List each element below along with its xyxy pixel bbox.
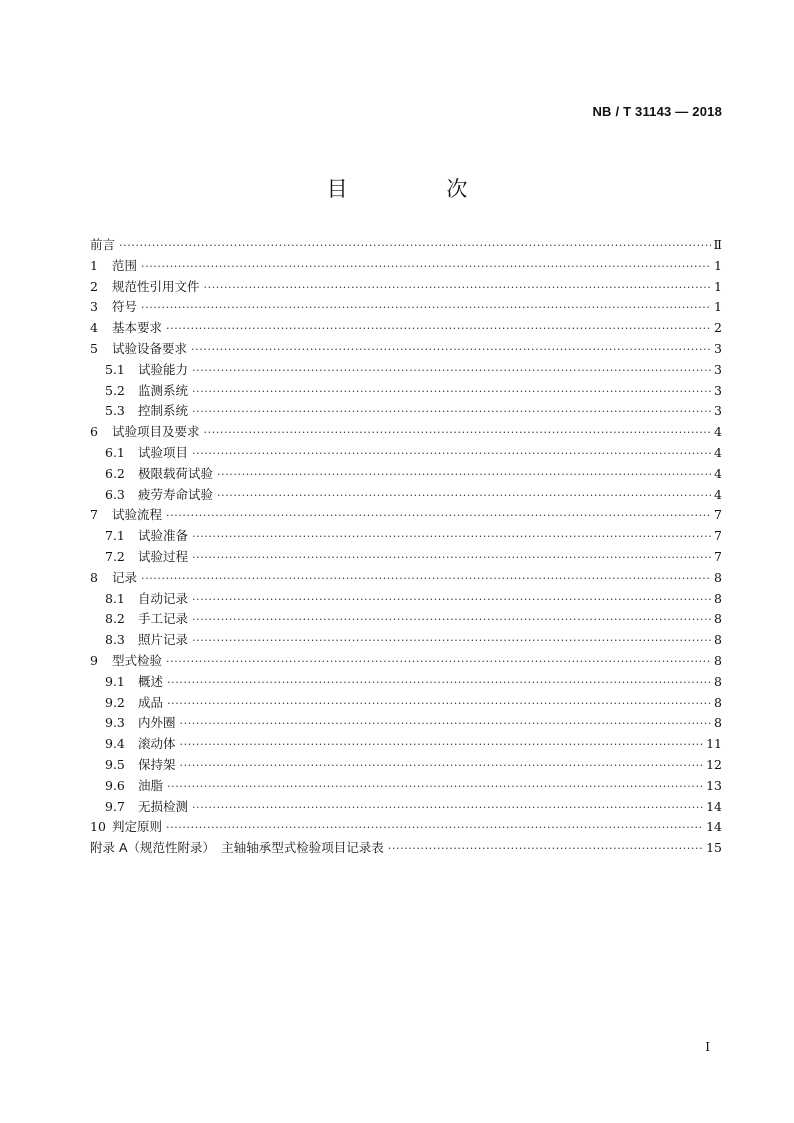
toc-entry-number: 6 — [90, 424, 98, 440]
toc-entry-page: 3 — [714, 361, 722, 377]
toc-entry-page: 13 — [706, 777, 722, 793]
toc-entry-page: 2 — [714, 320, 722, 336]
toc-entry[interactable] — [90, 381, 722, 402]
toc-entry-number: 7 — [90, 507, 98, 523]
toc-entry-label: 试验能力 — [138, 361, 189, 377]
toc-leader-dots — [204, 278, 711, 299]
toc-entry-page: 4 — [714, 424, 722, 440]
toc-entry[interactable] — [90, 734, 722, 755]
toc-entry-page: 11 — [706, 736, 722, 752]
toc-entry-label: 滚动体 — [138, 736, 176, 752]
toc-entry[interactable] — [90, 672, 722, 693]
toc-entry-label: 成品 — [138, 694, 164, 710]
toc-entry-page: 1 — [714, 299, 722, 315]
toc-entry-number: 9.3 — [105, 715, 125, 731]
toc-entry-label: 无损检测 — [138, 798, 189, 814]
toc-leader-dots — [166, 652, 711, 673]
toc-leader-dots — [141, 298, 711, 319]
toc-leader-dots — [167, 777, 703, 798]
toc-entry[interactable] — [90, 339, 722, 360]
toc-leader-dots — [180, 735, 704, 756]
toc-entry[interactable] — [90, 693, 722, 714]
toc-entry-number: 10 — [90, 819, 106, 835]
toc-entry[interactable] — [90, 713, 722, 734]
toc-leader-dots — [192, 590, 711, 611]
toc-entry-number: 5.2 — [105, 382, 125, 398]
toc-entry-number: 8.2 — [105, 611, 125, 627]
toc-entry[interactable] — [90, 630, 722, 651]
toc-entry-page: 8 — [714, 694, 722, 710]
document-code: NB / T 31143 — 2018 — [592, 104, 722, 119]
toc-entry[interactable] — [90, 464, 722, 485]
toc-entry-number: 8.1 — [105, 590, 125, 606]
toc-entry[interactable] — [90, 277, 722, 298]
toc-entry-number: 3 — [90, 299, 98, 315]
toc-entry[interactable] — [90, 568, 722, 589]
toc-entry-number: 5 — [90, 340, 98, 356]
toc-entry-page: 8 — [714, 632, 722, 648]
toc-entry-label: 判定原则 — [112, 819, 163, 835]
toc-entry[interactable] — [90, 505, 722, 526]
toc-leader-dots — [204, 423, 711, 444]
toc-entry-label: 极限载荷试验 — [138, 465, 214, 481]
toc-entry-page: 8 — [714, 673, 722, 689]
toc-entry-label: 试验流程 — [112, 507, 163, 523]
toc-entry-label: 记录 — [112, 569, 138, 585]
toc-entry[interactable] — [90, 256, 722, 277]
toc-entry-label: 手工记录 — [138, 611, 189, 627]
toc-entry-label: 保持架 — [138, 756, 176, 772]
toc-entry-page: 14 — [706, 798, 722, 814]
toc-entry-number: 9.7 — [105, 798, 125, 814]
toc-entry-number: 5.1 — [105, 361, 125, 377]
toc-entry-page: 15 — [706, 840, 722, 856]
toc-entry[interactable] — [90, 797, 722, 818]
toc-entry[interactable] — [90, 297, 722, 318]
toc-entry[interactable] — [90, 318, 722, 339]
toc-leader-dots — [141, 257, 711, 278]
page-number: I — [705, 1040, 710, 1054]
toc-entry-page: 7 — [714, 548, 722, 564]
table-of-contents — [90, 235, 722, 859]
toc-entry[interactable] — [90, 589, 722, 610]
toc-entry-page: 3 — [714, 403, 722, 419]
toc-entry[interactable] — [90, 776, 722, 797]
toc-entry[interactable] — [90, 755, 722, 776]
toc-leader-dots — [192, 527, 711, 548]
toc-entry-page: 8 — [714, 611, 722, 627]
toc-leader-dots — [192, 402, 711, 423]
toc-entry-number: 8.3 — [105, 632, 125, 648]
toc-entry-page: 8 — [714, 715, 722, 731]
toc-entry-page: 4 — [714, 444, 722, 460]
toc-leader-dots — [119, 236, 710, 257]
toc-leader-dots — [192, 798, 703, 819]
toc-entry-label: 前言 — [90, 237, 116, 252]
toc-leader-dots — [217, 465, 711, 486]
toc-entry-page: 7 — [714, 528, 722, 544]
toc-leader-dots — [388, 839, 703, 860]
toc-entry-label: 控制系统 — [138, 403, 189, 419]
toc-entry-label: 油脂 — [138, 777, 164, 793]
toc-leader-dots — [141, 569, 711, 590]
toc-leader-dots — [192, 444, 711, 465]
toc-entry-label: 试验过程 — [138, 548, 189, 564]
toc-leader-dots — [167, 694, 711, 715]
toc-entry[interactable] — [90, 817, 722, 838]
toc-leader-dots — [192, 361, 711, 382]
toc-entry[interactable] — [90, 422, 722, 443]
toc-entry-number: 9 — [90, 652, 98, 668]
toc-leader-dots — [166, 319, 711, 340]
toc-entry-number: 9.4 — [105, 736, 125, 752]
toc-entry-page: 8 — [714, 569, 722, 585]
toc-entry-label: 自动记录 — [138, 590, 189, 606]
toc-leader-dots — [180, 714, 711, 735]
toc-entry-label: 试验项目 — [138, 444, 189, 460]
toc-entry-label: 概述 — [138, 673, 164, 689]
toc-entry-page: 7 — [714, 507, 722, 523]
toc-entry-label: 内外圈 — [138, 715, 176, 731]
toc-entry-label: 照片记录 — [138, 632, 189, 648]
toc-entry-label: 范围 — [112, 257, 138, 273]
toc-entry-number: 9.2 — [105, 694, 125, 710]
toc-entry-label: 试验项目及要求 — [112, 424, 200, 440]
toc-leader-dots — [192, 631, 711, 652]
toc-leader-dots — [166, 818, 703, 839]
toc-entry-number: 2 — [90, 278, 98, 294]
toc-entry-label: 规范性引用文件 — [112, 278, 200, 294]
toc-entry-label: 型式检验 — [112, 652, 163, 668]
toc-entry-page: 12 — [706, 756, 722, 772]
toc-entry-label: 符号 — [112, 299, 138, 315]
toc-entry-page: 8 — [714, 652, 722, 668]
toc-entry-number: 8 — [90, 569, 98, 585]
toc-leader-dots — [192, 382, 711, 403]
toc-entry-number: 9.5 — [105, 756, 125, 772]
toc-entry[interactable] — [90, 526, 722, 547]
toc-entry-page: 3 — [714, 382, 722, 398]
toc-entry-page: 4 — [714, 486, 722, 502]
toc-entry-number: 4 — [90, 320, 98, 336]
toc-entry-number: 6.3 — [105, 486, 125, 502]
toc-entry-number: 9.6 — [105, 777, 125, 793]
toc-entry-number: 6.2 — [105, 465, 125, 481]
toc-entry[interactable] — [90, 485, 722, 506]
toc-entry[interactable] — [90, 609, 722, 630]
toc-entry-page: 4 — [714, 465, 722, 481]
toc-leader-dots — [217, 486, 711, 507]
toc-entry-page: 3 — [714, 340, 722, 356]
toc-entry[interactable] — [90, 651, 722, 672]
page-title: 目 次 — [326, 177, 514, 201]
toc-leader-dots — [192, 548, 711, 569]
toc-entry-label: 附录 A（规范性附录） 主轴轴承型式检验项目记录表 — [90, 840, 384, 856]
toc-entry[interactable] — [90, 443, 722, 464]
toc-leader-dots — [166, 506, 711, 527]
toc-entry-label: 基本要求 — [112, 320, 163, 336]
toc-entry-page: 1 — [714, 278, 722, 294]
toc-entry-page: 1 — [714, 257, 722, 273]
toc-entry-number: 7.2 — [105, 548, 125, 564]
toc-entry[interactable] — [90, 360, 722, 381]
toc-entry-page: Ⅱ — [713, 237, 722, 252]
toc-entry-number: 7.1 — [105, 528, 125, 544]
toc-entry-number: 5.3 — [105, 403, 125, 419]
toc-entry-page: 8 — [714, 590, 722, 606]
toc-leader-dots — [192, 610, 711, 631]
toc-entry-label: 疲劳寿命试验 — [138, 486, 214, 502]
toc-entry-number: 6.1 — [105, 444, 125, 460]
toc-entry[interactable] — [90, 547, 722, 568]
toc-entry-page: 14 — [706, 819, 722, 835]
toc-entry-number: 1 — [90, 257, 98, 273]
toc-leader-dots — [180, 756, 704, 777]
toc-entry-label: 试验设备要求 — [112, 340, 188, 356]
toc-leader-dots — [167, 673, 711, 694]
toc-entry[interactable] — [90, 838, 722, 859]
toc-leader-dots — [191, 340, 711, 361]
toc-entry[interactable] — [90, 401, 722, 422]
toc-entry[interactable] — [90, 235, 722, 256]
toc-entry-label: 试验准备 — [138, 528, 189, 544]
toc-entry-number: 9.1 — [105, 673, 125, 689]
toc-entry-label: 监测系统 — [138, 382, 189, 398]
